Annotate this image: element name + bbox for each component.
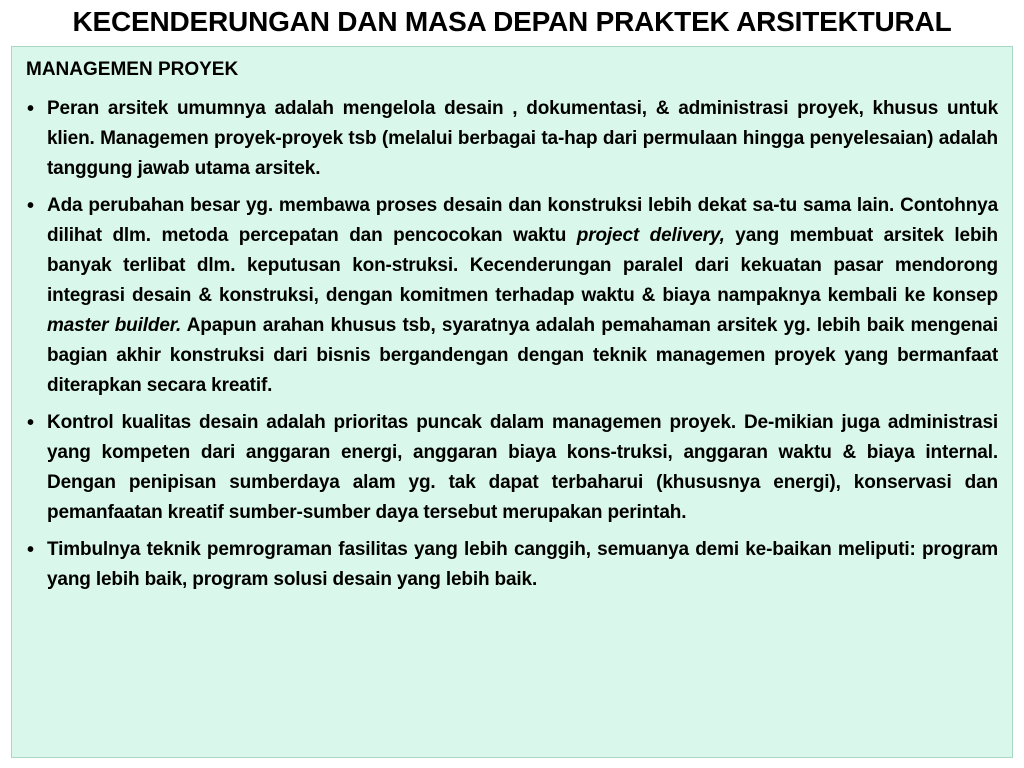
- bullet-dot-icon: •: [27, 539, 35, 561]
- bullet-text-3: [47, 408, 998, 528]
- bullet-3-segment-1: Kontrol kualitas desain adalah prioritas puncak dalam managemen proyek. De-mikian juga administrasi yang kompeten dari anggaran energi, anggaran biaya kons-truksi, anggaran waktu & biaya internal. Dengan penipisan sumberdaya alam yg. tak dapat terbaharui (khususnya energi), konservasi dan pemanfaatan kreatif sumber-sumber daya tersebut merupakan perintah.: [47, 412, 998, 523]
- bullet-text-2: [47, 191, 998, 401]
- bullet-text-1: [47, 94, 998, 184]
- bullet-item-3: [26, 408, 998, 528]
- bullet-1-segment-1: Peran arsitek umumnya adalah mengelola desain , dokumentasi, & administrasi proyek, khusus untuk klien. Managemen proyek-proyek tsb (melalui berbagai ta-hap dari permulaan hingga penyelesaian) adalah tanggung jawab utama arsitek.: [47, 98, 998, 179]
- bullet-list: [26, 94, 998, 595]
- bullet-2-segment-4-italic: master builder.: [47, 315, 182, 336]
- bullet-text-4: [47, 535, 998, 595]
- content-box: [11, 46, 1013, 758]
- bullet-dot-icon: •: [27, 195, 35, 217]
- bullet-item-4: [26, 535, 998, 595]
- bullet-item-2: [26, 191, 998, 401]
- bullet-2-segment-3: yang membuat arsitek lebih banyak terlibat dlm. keputusan kon-struksi. Kecenderungan paralel dari kekuatan pasar mendorong integrasi desain & konstruksi, dengan komitmen terhadap waktu & biaya nampaknya kembali ke konsep: [47, 225, 998, 306]
- bullet-dot-icon: •: [27, 412, 35, 434]
- slide-title: KECENDERUNGAN DAN MASA DEPAN PRAKTEK ARSITEKTURAL: [72, 6, 952, 37]
- bullet-4-segment-1: Timbulnya teknik pemrograman fasilitas yang lebih canggih, semuanya demi ke-baikan meliputi: program yang lebih baik, program solusi desain yang lebih baik.: [47, 539, 998, 590]
- bullet-2-segment-2-italic: project delivery,: [576, 225, 725, 246]
- bullet-item-1: [26, 94, 998, 184]
- section-heading: MANAGEMEN PROYEK: [26, 59, 239, 80]
- bullet-2-segment-1: Ada perubahan besar yg. membawa proses desain dan konstruksi lebih dekat sa-tu sama lain. Contohnya dilihat dlm. metoda percepatan dan pencocokan waktu: [47, 195, 998, 246]
- bullet-2-segment-5: Apapun arahan khusus tsb, syaratnya adalah pemahaman arsitek yg. lebih baik mengenai bagian akhir konstruksi dari bisnis bergandengan dengan teknik managemen proyek yang bermanfaat diterapkan secara kreatif.: [47, 315, 998, 396]
- bullet-dot-icon: •: [27, 98, 35, 120]
